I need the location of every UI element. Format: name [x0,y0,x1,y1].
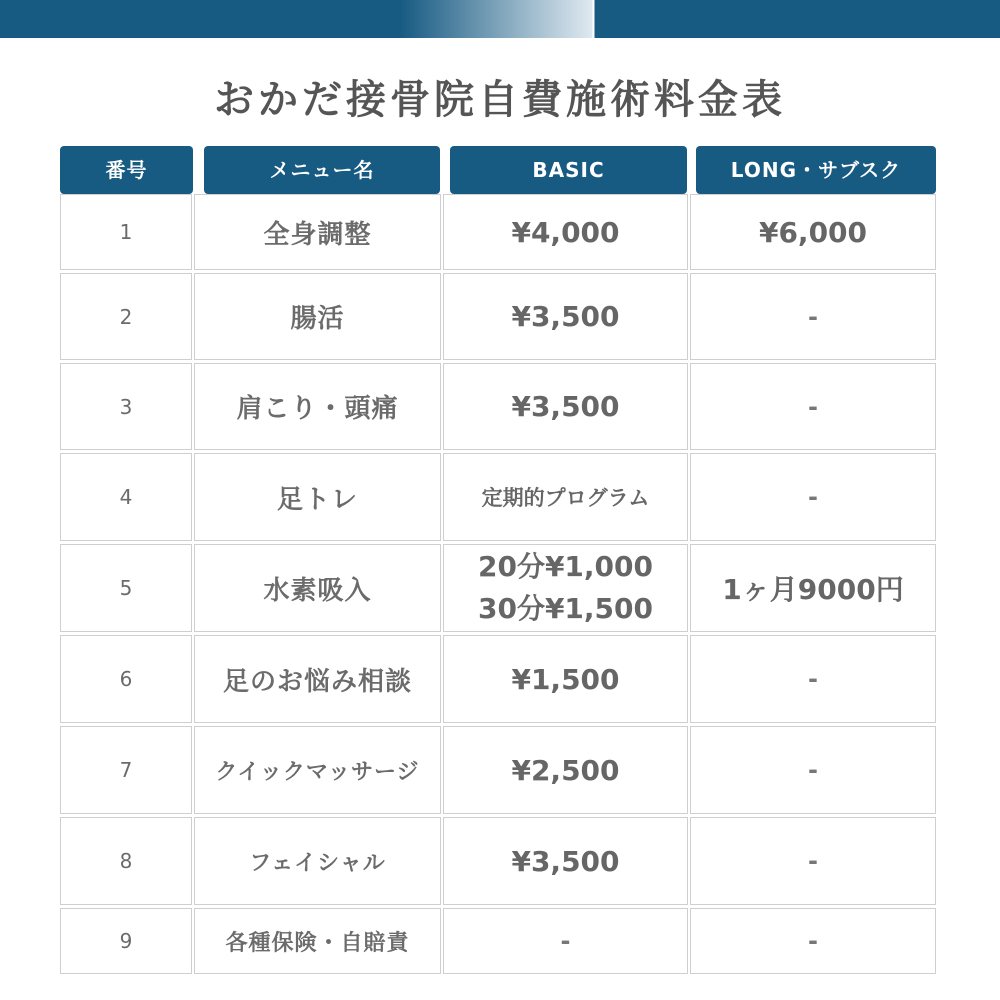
page-title: おかだ接骨院自費施術料金表 [214,77,786,123]
long-price: - [690,817,936,905]
menu-name: 水素吸入 [194,544,441,632]
table-row [60,194,936,270]
basic-price [443,544,688,632]
menu-name: 肩こり・頭痛 [194,363,441,450]
header-number: 番号 [60,146,193,194]
long-price: - [690,726,936,814]
header-long-subscription: LONG・サブスク [696,146,936,194]
menu-name: フェイシャル [194,817,441,905]
menu-name: クイックマッサージ [194,726,441,814]
long-price: - [690,453,936,541]
basic-price: ¥4,000 [443,194,688,270]
row-number: 9 [60,908,192,974]
top-banner-bar [0,0,1000,38]
price-table [60,146,936,956]
table-row [60,908,936,974]
basic-price: ¥3,500 [443,363,688,450]
row-number: 3 [60,363,192,450]
row-number: 2 [60,273,192,360]
header-basic: BASIC [450,146,687,194]
menu-name: 足トレ [194,453,441,541]
table-row [60,453,936,541]
row-number: 4 [60,453,192,541]
basic-price: ¥3,500 [443,817,688,905]
long-price: 1ヶ月9000円 [690,544,936,632]
long-price: - [690,908,936,974]
basic-price: ¥1,500 [443,635,688,723]
table-row [60,273,936,360]
row-number: 6 [60,635,192,723]
table-row [60,726,936,814]
row-number: 8 [60,817,192,905]
table-row [60,544,936,632]
basic-price-line-2: 30分¥1,500 [477,592,653,625]
long-price: - [690,273,936,360]
row-number: 7 [60,726,192,814]
table-header [60,146,936,194]
basic-price-line-1: 20分¥1,000 [477,550,653,583]
table-row [60,635,936,723]
menu-name: 腸活 [194,273,441,360]
row-number: 1 [60,194,192,270]
basic-price: ¥3,500 [443,273,688,360]
menu-name: 足のお悩み相談 [194,635,441,723]
menu-name: 各種保険・自賠責 [194,908,441,974]
long-price: - [690,363,936,450]
header-menu-name: メニュー名 [204,146,440,194]
table-row [60,363,936,450]
menu-name: 全身調整 [194,194,441,270]
long-price: ¥6,000 [690,194,936,270]
long-price: - [690,635,936,723]
basic-price: 定期的プログラム [443,453,688,541]
table-row [60,817,936,905]
row-number: 5 [60,544,192,632]
basic-price: ¥2,500 [443,726,688,814]
basic-price: - [443,908,688,974]
